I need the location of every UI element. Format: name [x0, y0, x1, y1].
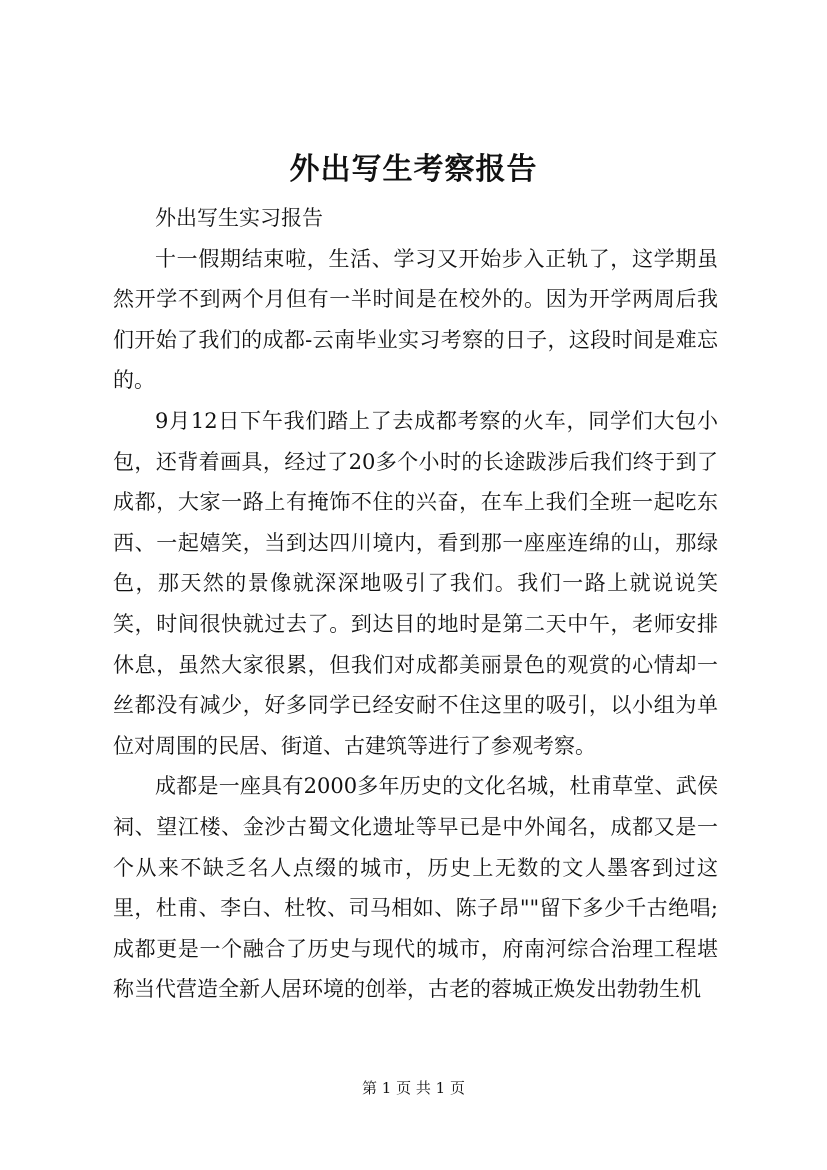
- document-title: 外出写生考察报告: [289, 152, 538, 187]
- document-body: [113, 198, 718, 1010]
- body-paragraph: 9月12日下午我们踏上了去成都考察的火车，同学们大包小包，还背着画具，经过了20多个小时的长途跋涉后我们终于到了成都，大家一路上有掩饰不住的兴奋，在车上我们全班一起吃东西、一起嬉笑，当到达四川境内，看到那一座座连绵的山，那绿色，那天然的景像就深深地吸引了我们。我们一路上就说说笑笑，时间很快就过去了。到达目的地时是第二天中午，老师安排休息，虽然大家很累，但我们对成都美丽景色的观赏的心情却一丝都没有减少，好多同学已经安耐不住这里的吸引，以小组为单位对周围的民居、街道、古建筑等进行了参观考察。: [113, 408, 718, 758]
- subtitle-paragraph: 外出写生实习报告: [155, 206, 323, 230]
- page-footer: 第 1 页 共 1 页: [362, 1079, 465, 1097]
- body-paragraph: 十一假期结束啦，生活、学习又开始步入正轨了，这学期虽然开学不到两个月但有一半时间是在校外的。因为开学两周后我们开始了我们的成都-云南毕业实习考察的日子，这段时间是难忘的。: [113, 246, 718, 393]
- body-paragraph: 成都是一座具有2000多年历史的文化名城，杜甫草堂、武侯祠、望江楼、金沙古蜀文化遗址等早已是中外闻名，成都又是一个从来不缺乏名人点缀的城市，历史上无数的文人墨客到过这里，杜甫、李白、杜牧、司马相如、陈子昂""留下多少千古绝唱;成都更是一个融合了历史与现代的城市，府南河综合治理工程堪称当代营造全新人居环境的创举，古老的蓉城正焕发出勃勃生机: [113, 774, 718, 1002]
